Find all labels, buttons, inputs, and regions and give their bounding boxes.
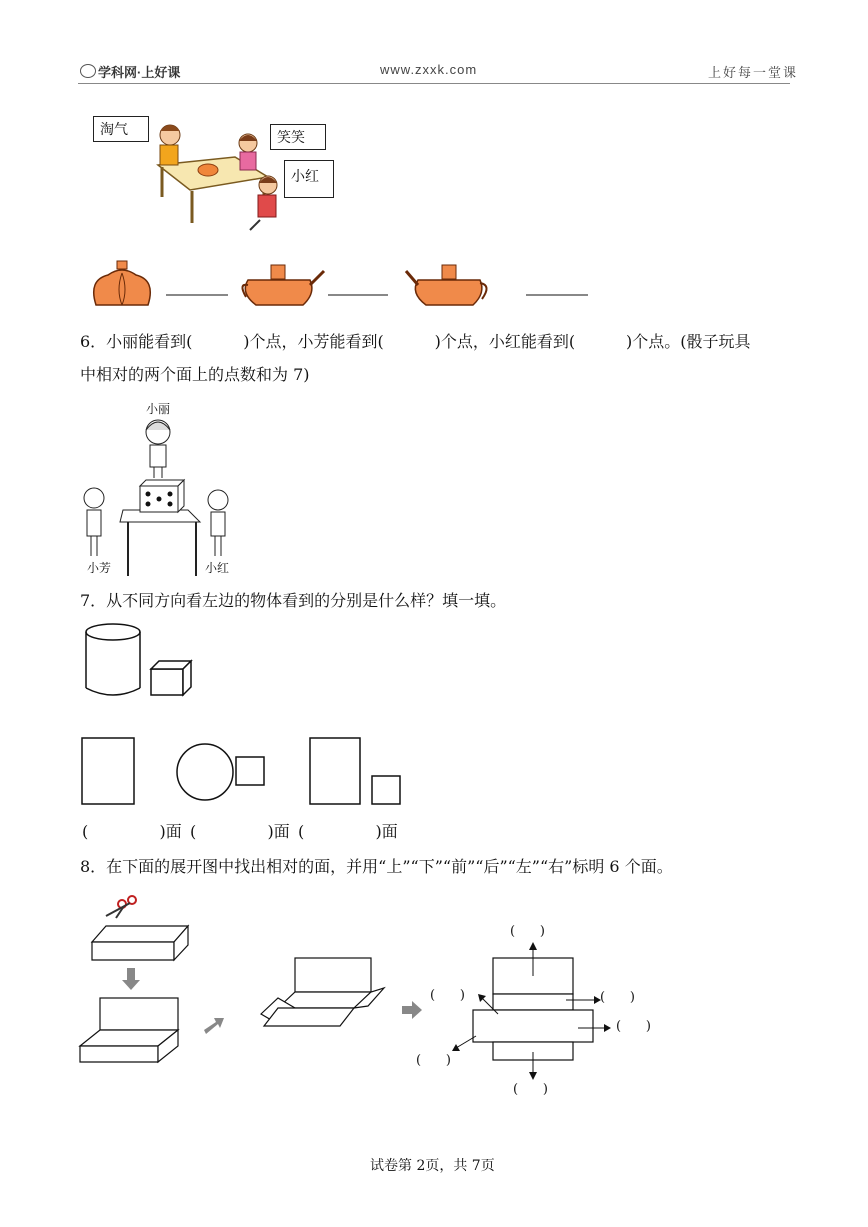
box-unfold-diagram: [78, 890, 678, 1100]
label-taoqi: 淘气: [93, 116, 149, 142]
cylinder-cube-image: [84, 622, 204, 702]
q7-answer-3[interactable]: ( )面: [298, 822, 398, 841]
q6-line2: 中相对的两个面上的点数和为 7): [80, 365, 310, 384]
q8-question: 8．在下面的展开图中找出相对的面，并用“上”“下”“前”“后”“左”“右”标明 6 个面。: [80, 857, 673, 876]
net-label-lower-left[interactable]: ( ): [416, 1053, 451, 1068]
view-shapes: [80, 736, 410, 808]
teapot-row: [88, 255, 608, 315]
q7-answer-1[interactable]: ( )面: [82, 822, 182, 841]
name-xiaoli: 小丽: [146, 402, 171, 416]
header-url: www.zxxk.com: [380, 62, 478, 77]
header-slogan: 上好每一堂课: [708, 65, 799, 80]
teapot-side2-icon: [406, 265, 487, 305]
label-xiaohong: 小红: [284, 160, 334, 198]
q7-question: 7．从不同方向看左边的物体看到的分别是什么样？填一填。: [80, 591, 507, 610]
net-label-upper-right[interactable]: ( ): [600, 990, 635, 1005]
net-label-top[interactable]: ( ): [510, 924, 545, 939]
scissors-icon: [106, 896, 136, 918]
q6-line1: 6．小丽能看到( )个点，小芳能看到( )个点，小红能看到( )个点。(骰子玩具: [80, 332, 751, 351]
header-logo: [80, 62, 180, 81]
page-number: 试卷第 2页，共 7页: [370, 1158, 495, 1174]
q7-answer-2[interactable]: ( )面: [190, 822, 290, 841]
header-divider: [78, 83, 790, 84]
name-xiaohong: 小红: [205, 561, 230, 575]
label-xiaoxiao: 笑笑: [270, 124, 326, 150]
net-label-upper-left[interactable]: ( ): [430, 988, 465, 1003]
name-xiaofang: 小芳: [87, 561, 112, 575]
children-table-image: [140, 115, 280, 240]
teapot-front-icon: [94, 261, 151, 305]
net-label-bottom[interactable]: ( ): [513, 1082, 548, 1097]
dice-children-image: [78, 398, 248, 578]
teapot-side-icon: [242, 265, 324, 305]
logo-text: 学科网·上好课: [98, 65, 181, 80]
net-label-right[interactable]: ( ): [616, 1019, 651, 1034]
logo-icon: [80, 64, 96, 78]
